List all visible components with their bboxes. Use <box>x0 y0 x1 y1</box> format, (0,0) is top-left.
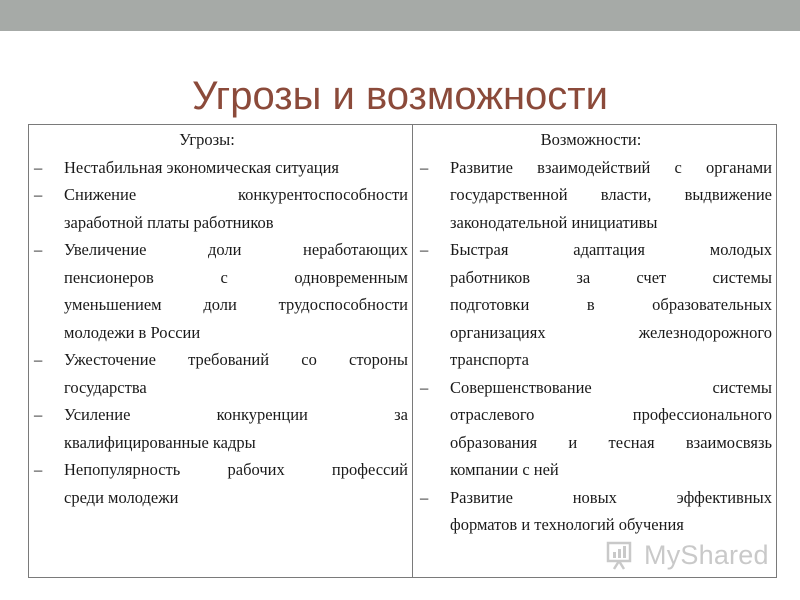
opportunities-column <box>420 126 772 539</box>
threat-item-line: уменьшением доли трудоспособности <box>64 295 408 314</box>
threat-item-line: Ужесточение требований со стороны <box>64 350 408 369</box>
bullet-dash: – <box>420 487 429 507</box>
opportunity-item-line: организациях железнодорожного <box>450 322 772 342</box>
bullet-dash: – <box>34 157 43 177</box>
opportunity-item-line: подготовки в образовательных <box>450 295 772 314</box>
bullet-dash: – <box>34 460 43 479</box>
slide-title: Угрозы и возможности <box>192 74 608 118</box>
opportunity-item <box>420 154 772 237</box>
threats-list <box>34 154 408 512</box>
threat-item-line: квалифицированные кадры <box>64 432 256 452</box>
threat-item-line: Нестабильная экономическая ситуация <box>64 157 340 177</box>
opportunity-item-line: государственной власти, выдвижение <box>450 185 772 204</box>
opportunity-item-line: работников за счет системы <box>450 267 772 287</box>
threat-item <box>34 456 408 511</box>
threat-item-line: заработной платы работников <box>64 212 274 232</box>
opportunity-item <box>420 236 772 374</box>
threat-item-line: Снижение конкурентоспособности <box>64 185 408 204</box>
opportunity-item-line: законодательной инициативы <box>450 212 658 232</box>
threat-item <box>34 236 408 346</box>
bullet-dash: – <box>34 405 43 424</box>
opportunity-item-line: Развитие новых эффективных <box>450 487 772 507</box>
threat-item <box>34 346 408 401</box>
opportunity-item-line: Быстрая адаптация молодых <box>450 240 772 259</box>
threat-item-line: государства <box>64 377 147 397</box>
opportunity-item-line: Развитие взаимодействий с органами <box>450 157 772 177</box>
threats-column <box>34 126 408 511</box>
top-bar <box>0 0 800 31</box>
threat-item <box>34 154 408 182</box>
opportunities-list <box>420 154 772 539</box>
bullet-dash: – <box>420 157 429 177</box>
bullet-dash: – <box>420 377 429 397</box>
opportunities-header: Возможности: <box>540 130 642 149</box>
opportunity-item <box>420 374 772 484</box>
threat-item-line: пенсионеров с одновременным <box>64 267 408 287</box>
threats-header: Угрозы: <box>179 130 235 149</box>
myshared-logo-icon <box>606 540 638 570</box>
bullet-dash: – <box>34 350 43 369</box>
threat-item-line: Усиление конкуренции за <box>64 405 408 424</box>
threat-item-line: Увеличение доли неработающих <box>64 240 408 259</box>
threat-item-line: Непопулярность рабочих профессий <box>64 460 408 479</box>
opportunity-item-line: образования и тесная взаимосвязь <box>450 432 772 452</box>
opportunity-item-line: отраслевого профессионального <box>450 405 772 424</box>
threat-item-line: молодежи в России <box>64 322 201 342</box>
opportunity-item-line: Совершенствование системы <box>450 377 772 397</box>
opportunity-item-line: транспорта <box>450 350 529 369</box>
opportunity-item-line: компании с ней <box>450 460 559 479</box>
bullet-dash: – <box>34 240 43 259</box>
column-divider <box>412 124 413 578</box>
threat-item <box>34 401 408 456</box>
threat-item-line: среди молодежи <box>64 487 179 507</box>
bullet-dash: – <box>420 240 429 259</box>
watermark-text: MyShared <box>644 540 769 570</box>
myshared-watermark <box>606 538 776 572</box>
opportunity-item <box>420 484 772 539</box>
opportunity-item-line: форматов и технологий обучения <box>450 515 684 534</box>
threat-item <box>34 181 408 236</box>
bullet-dash: – <box>34 185 43 204</box>
